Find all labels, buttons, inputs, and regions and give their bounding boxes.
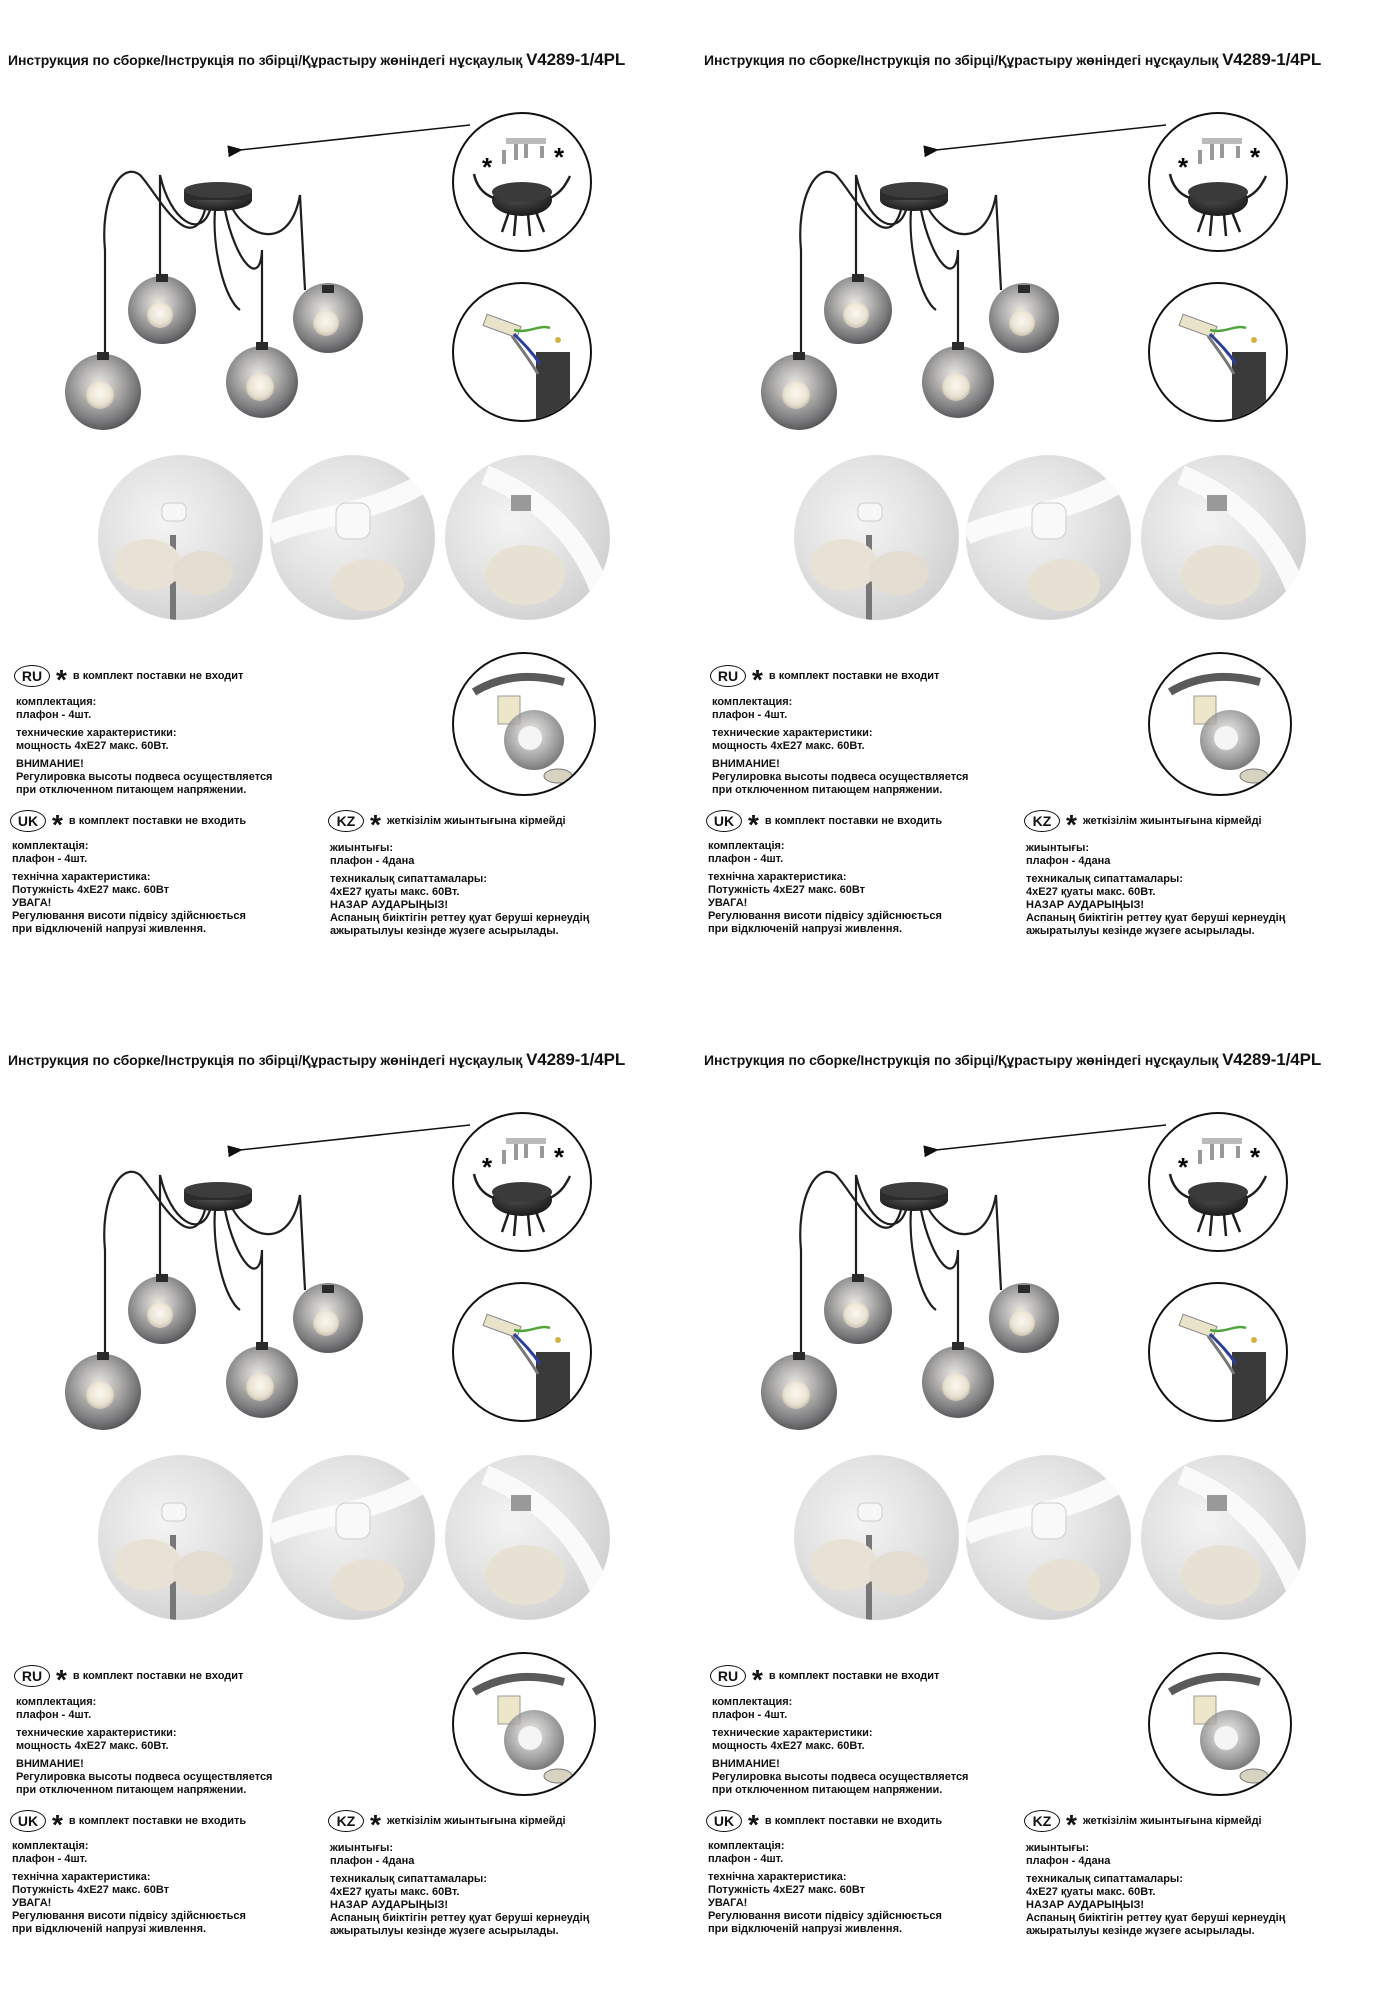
arrow-icon (240, 1125, 470, 1150)
mounting-bracket-icon (502, 1138, 546, 1164)
instruction-sheet-3 (0, 1000, 696, 2000)
language-badge-kz: KZ (328, 810, 364, 832)
chandelier-illustration (696, 1000, 1392, 1460)
step-photo-1 (98, 455, 263, 620)
language-badge-uk: UK (706, 810, 742, 832)
language-badge-ru: RU (710, 665, 746, 687)
ru-text: комплектация: плафон - 4шт. технические характеристики: мощность 4хЕ27 макс. 60Вт. ВНИМАНИЕ! Регулировка высоты подвеса осуществляется при отключенном питающем напряжении. (16, 1696, 273, 1796)
asterisk-icon: * (752, 664, 763, 695)
asterisk-icon: * (748, 809, 759, 840)
uk-text: комплектація: плафон - 4шт. технічна характеристика: Потужність 4хЕ27 макс. 60Вт УВАГА! Регулювання висоти підвісу здійснюється при відключеній напрузі живлення. (12, 840, 246, 935)
wiring-detail (1148, 282, 1288, 422)
kz-text: жиынтығы: плафон - 4дана техникалық сипаттамалары: 4хЕ27 қуаты макс. 60Вт. НАЗАР АУДАРЫҢЫЗ! Аспаның биіктігін реттеу қуат беруші кернеудің ажыратылуы кезінде жүзеге асырылады. (1026, 1842, 1286, 1937)
kz-section: KZ * жеткізілім жиынтығына кірмейді (1024, 1810, 1262, 1832)
uk-text: комплектація: плафон - 4шт. технічна характеристика: Потужність 4хЕ27 макс. 60Вт УВАГА! Регулювання висоти підвісу здійснюється при відключеній напрузі живлення. (12, 1840, 246, 1935)
language-badge-kz: KZ (328, 1810, 364, 1832)
mounting-bracket-icon (1198, 1138, 1242, 1164)
asterisk-icon: * (554, 1142, 565, 1172)
mounting-detail (452, 1112, 592, 1252)
kz-text: жиынтығы: плафон - 4дана техникалық сипаттамалары: 4хЕ27 қуаты макс. 60Вт. НАЗАР АУДАРЫҢЫЗ! Аспаның биіктігін реттеу қуат беруші кернеудің ажыратылуы кезінде жүзеге асырылады. (1026, 842, 1286, 937)
chandelier-illustration (0, 0, 696, 460)
asterisk-icon: * (1250, 142, 1261, 172)
asterisk-icon: * (370, 1809, 381, 1840)
uk-section: UK * в комплект поставки не входить (706, 1810, 942, 1832)
step-photo-3 (445, 455, 610, 620)
mounting-detail (1148, 1112, 1288, 1252)
shade-install-icon (454, 1654, 594, 1794)
ru-section: RU * в комплект поставки не входит (14, 665, 243, 687)
step-photo-2 (966, 455, 1131, 620)
ru-section: RU * в комплект поставки не входит (14, 1665, 243, 1687)
ru-text: комплектация: плафон - 4шт. технические характеристики: мощность 4хЕ27 макс. 60Вт. ВНИМАНИЕ! Регулировка высоты подвеса осуществляется при отключенном питающем напряжении. (16, 696, 273, 796)
uk-text: комплектація: плафон - 4шт. технічна характеристика: Потужність 4хЕ27 макс. 60Вт УВАГА! Регулювання висоти підвісу здійснюється при відключеній напрузі живлення. (708, 1840, 942, 1935)
sheet-title: Инструкция по сборке/Інструкція по збірці/Құрастыру жөніндегі нұсқаулық V4289-1/4PL (8, 1050, 626, 1069)
shade-detail (452, 1652, 596, 1796)
step-photo-1 (98, 1455, 263, 1620)
sheet-title: Инструкция по сборке/Інструкція по збірці/Құрастыру жөніндегі нұсқаулық V4289-1/4PL (704, 50, 1322, 69)
uk-section: UK * в комплект поставки не входить (706, 810, 942, 832)
asterisk-icon: * (752, 1664, 763, 1695)
mounting-detail (452, 112, 592, 252)
shade-detail (452, 652, 596, 796)
asterisk-icon: * (482, 1152, 493, 1182)
uk-section: UK * в комплект поставки не входить (10, 810, 246, 832)
asterisk-icon: * (482, 152, 493, 182)
glass-shade (65, 352, 141, 430)
ru-section: RU * в комплект поставки не входит (710, 1665, 939, 1687)
chandelier-illustration (0, 1000, 696, 1460)
step-photo-3 (445, 1455, 610, 1620)
glass-shade (761, 1352, 837, 1430)
step-photo-3 (1141, 1455, 1306, 1620)
glass-shade (761, 352, 837, 430)
wiring-block-icon (1150, 284, 1286, 420)
language-badge-kz: KZ (1024, 810, 1060, 832)
wiring-detail (452, 282, 592, 422)
mounting-bracket-icon (1198, 138, 1242, 164)
shade-detail (1148, 652, 1292, 796)
chandelier-illustration (696, 0, 1392, 460)
mounting-bracket-icon (502, 138, 546, 164)
wiring-detail (452, 1282, 592, 1422)
ru-text: комплектация: плафон - 4шт. технические характеристики: мощность 4хЕ27 макс. 60Вт. ВНИМАНИЕ! Регулировка высоты подвеса осуществляется при отключенном питающем напряжении. (712, 696, 969, 796)
asterisk-icon: * (554, 142, 565, 172)
ru-text: комплектация: плафон - 4шт. технические характеристики: мощность 4хЕ27 макс. 60Вт. ВНИМАНИЕ! Регулировка высоты подвеса осуществляется при отключенном питающем напряжении. (712, 1696, 969, 1796)
ru-section: RU * в комплект поставки не входит (710, 665, 939, 687)
wiring-block-icon (454, 284, 590, 420)
kz-text: жиынтығы: плафон - 4дана техникалық сипаттамалары: 4хЕ27 қуаты макс. 60Вт. НАЗАР АУДАРЫҢЫЗ! Аспаның биіктігін реттеу қуат беруші кернеудің ажыратылуы кезінде жүзеге асырылады. (330, 842, 590, 937)
glass-shade (65, 1352, 141, 1430)
step-photo-2 (966, 1455, 1131, 1620)
asterisk-icon: * (56, 664, 67, 695)
asterisk-icon: * (1178, 152, 1189, 182)
arrow-icon (936, 1125, 1166, 1150)
wiring-detail (1148, 1282, 1288, 1422)
sheet-title: Инструкция по сборке/Інструкція по збірці/Құрастыру жөніндегі нұсқаулық V4289-1/4PL (8, 50, 626, 69)
instruction-sheet-2 (696, 0, 1392, 1000)
kz-section: KZ * жеткізілім жиынтығына кірмейді (328, 1810, 566, 1832)
kz-text: жиынтығы: плафон - 4дана техникалық сипаттамалары: 4хЕ27 қуаты макс. 60Вт. НАЗАР АУДАРЫҢЫЗ! Аспаның биіктігін реттеу қуат беруші кернеудің ажыратылуы кезінде жүзеге асырылады. (330, 1842, 590, 1937)
shade-install-icon (1150, 1654, 1290, 1794)
step-photo-2 (270, 1455, 435, 1620)
step-photo-1 (794, 1455, 959, 1620)
step-photo-2 (270, 455, 435, 620)
shade-install-icon (1150, 654, 1290, 794)
asterisk-icon: * (1066, 1809, 1077, 1840)
asterisk-icon: * (1250, 1142, 1261, 1172)
asterisk-icon: * (370, 809, 381, 840)
asterisk-icon: * (1066, 809, 1077, 840)
arrow-icon (240, 125, 470, 150)
instruction-sheet-4 (696, 1000, 1392, 2000)
wiring-block-icon (454, 1284, 590, 1420)
language-badge-kz: KZ (1024, 1810, 1060, 1832)
step-photo-1 (794, 455, 959, 620)
arrow-icon (936, 125, 1166, 150)
language-badge-uk: UK (706, 1810, 742, 1832)
shade-detail (1148, 1652, 1292, 1796)
asterisk-icon: * (52, 1809, 63, 1840)
kz-section: KZ * жеткізілім жиынтығына кірмейді (328, 810, 566, 832)
asterisk-icon: * (56, 1664, 67, 1695)
step-photo-3 (1141, 455, 1306, 620)
mounting-detail (1148, 112, 1288, 252)
language-badge-uk: UK (10, 1810, 46, 1832)
uk-section: UK * в комплект поставки не входить (10, 1810, 246, 1832)
asterisk-icon: * (748, 1809, 759, 1840)
language-badge-ru: RU (14, 665, 50, 687)
language-badge-ru: RU (710, 1665, 746, 1687)
uk-text: комплектація: плафон - 4шт. технічна характеристика: Потужність 4хЕ27 макс. 60Вт УВАГА! Регулювання висоти підвісу здійснюється при відключеній напрузі живлення. (708, 840, 942, 935)
sheet-title: Инструкция по сборке/Інструкція по збірці/Құрастыру жөніндегі нұсқаулық V4289-1/4PL (704, 1050, 1322, 1069)
language-badge-ru: RU (14, 1665, 50, 1687)
kz-section: KZ * жеткізілім жиынтығына кірмейді (1024, 810, 1262, 832)
asterisk-icon: * (52, 809, 63, 840)
wiring-block-icon (1150, 1284, 1286, 1420)
asterisk-icon: * (1178, 1152, 1189, 1182)
instruction-sheet-1 (0, 0, 696, 1000)
shade-install-icon (454, 654, 594, 794)
language-badge-uk: UK (10, 810, 46, 832)
